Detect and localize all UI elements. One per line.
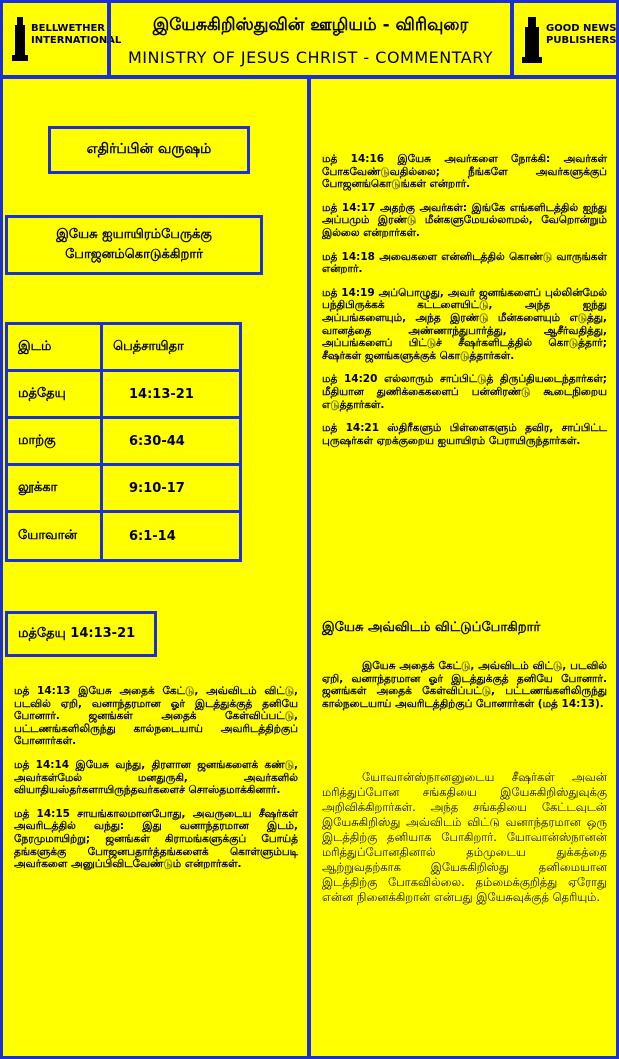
verse: மத் 14:17 அதற்கு அவர்கள்: இங்கே எங்களிடத்தில் ஐந்து அப்பமும் இரண்டு மீன்களுமேயல்லாமல், வேறொன்றும் இல்லை என்றார்கள். — [322, 201, 607, 239]
verse: மத் 14:14 இயேசு வந்து, திரளான ஜனங்களைக் கண்டு, அவர்கள்மேல் மனதுருகி, அவர்களில் வியாதியஸ்தர்களாயிருந்தவர்களைச் சொஸ்தமாக்கினார். — [14, 758, 298, 797]
english-title: MINISTRY OF JESUS CHRIST - COMMENTARY — [127, 48, 494, 67]
verse: மத் 14:19 அப்பொழுது, அவர் ஜனங்களைப் புல்லின்மேல் பந்திபிருக்கக் கட்டளையிட்டு, அந்த ஐந்து அப்பங்களையும், அந்த இரண்டு மீன்களையும் எடுத்து, வானத்தை அண்ணாந்துபார்த்து, ஆசீர்வதித்து, அப்பங்களைப் பிட்டுச் சீஷர்களிடத்தில் கொடுத்தார்; சீஷர்கள் ஜனங்களுக்குக் கொடுத்தார்கள். — [322, 286, 607, 362]
table-row-book: மாற்கு — [5, 416, 103, 466]
verse: மத் 14:13 இயேசு அதைக் கேட்டு, அவ்விடம் விட்டு, படவில் ஏறி, வனாந்தரமான ஓர் இடத்துக்குத் தனியே போனார். ஜனங்கள் அதைக் கேள்விப்பட்டு, பட்டணங்களிலிருந்து கால்நடையாய் அவரிடத்திற்குப் போனார்கள். — [14, 685, 298, 748]
commentary-paragraph-2: யோவான்ஸ்நானனுடைய சீஷர்கள் அவன் மரித்துப்போன சங்கதியை இயேசுகிறிஸ்துவுக்கு அறிவிக்கிறார்கள். அந்த சங்கதியை கேட்டவுடன் இயேசுகிறிஸ்து அவ்விடம் விட்டு வனாந்தரமான ஒரு இடத்திற்கு தனியாக போகிறார். யோவான்ஸ்நானன் மரித்துப்போனதினால் தம்முடைய துக்கத்தை ஆற்றுவதற்காக இயேசுகிறிஸ்து தனிமையான இடத்திற்கு போகவில்லை. தம்மைக்குறித்து ஏரோது என்ன நினைக்கிறான் என்பது இயேசுவுக்குத் தெரியும். — [322, 770, 607, 904]
verse: மத் 14:21 ஸ்திரீகளும் பிள்ளைகளும் தவிர, சாப்பிட்ட புருஷர்கள் ஏறக்குறைய ஐயாயிரம் பேராயிருந்தார்கள். — [322, 422, 607, 447]
table-row-book: மத்தேயு — [5, 369, 103, 419]
left-logo-text: BELLWETHER INTERNATIONAL — [31, 23, 122, 46]
table-header-place: இடம் — [5, 322, 103, 372]
table-row-book: யோவான் — [5, 510, 103, 562]
section-title: எதிர்ப்பின் வருஷம் — [48, 126, 250, 174]
table-row-book: லூக்கா — [5, 463, 103, 513]
tamil-title: இயேசுகிறிஸ்துவின் ஊழியம் - விரிவுரை — [152, 15, 469, 35]
verse: மத் 14:20 எல்லாரும் சாப்பிட்டுத் திருப்தியடைந்தார்கள்; மீதியான துணிக்கைகளைப் பன்னிரண்டு கூடைநிறைய எடுத்தார்கள். — [322, 373, 607, 411]
reference-box: மத்தேயு 14:13-21 — [5, 611, 157, 657]
commentary-paragraph-1: இயேசு அதைக் கேட்டு, அவ்விடம் விட்டு, படவில் ஏறி, வனாந்தரமான ஓர் இடத்துக்குத் தனியே போனார். ஜனங்கள் அதைக் கேள்விப்பட்டு, பட்டணங்களிலிருந்து கால்நடையாய் அவரிடத்திற்குப் போனார்கள் (மத் 14:13). — [322, 660, 607, 710]
subtitle: இயேசு ஐயாயிரம்பேருக்கு போஜனம்கொடுக்கிறார் — [5, 215, 263, 275]
bell-tower-icon — [11, 17, 29, 61]
section-heading: இயேசு அவ்விடம் விட்டுப்போகிறார் — [322, 620, 541, 635]
right-logo-text: GOOD NEWS PUBLISHERS — [546, 23, 617, 46]
table-row-ref: 14:13-21 — [100, 369, 242, 419]
good-news-logo — [511, 0, 619, 78]
right-verses — [322, 153, 607, 458]
verse: மத் 14:16 இயேசு அவர்களை நோக்கி: அவர்கள் போகவேண்டுவதில்லை; நீங்களே அவர்களுக்குப் போஜனங்கொடுங்கள் என்றார். — [322, 153, 607, 191]
table-row-ref: 6:1-14 — [100, 510, 242, 562]
table-header-location: பெத்சாயிதா — [100, 322, 242, 372]
table-row-ref: 9:10-17 — [100, 463, 242, 513]
book-stack-icon — [522, 17, 542, 63]
bellwether-logo — [0, 0, 122, 78]
verse: மத் 14:15 சாயங்காலமானபோது, அவருடைய சீஷர்கள் அவரிடத்தில் வந்து: இது வனாந்தரமான இடம், நேரமுமாயிற்று; ஜனங்கள் கிராமங்களுக்குப் போய்த் தங்களுக்கு போஜனபதார்த்தங்களைக் கொள்ளும்படி அவர்களை அனுப்பிவிடவேண்டும் என்றார்கள். — [14, 807, 298, 871]
page-header — [108, 0, 513, 78]
verse: மத் 14:18 அவைகளை என்னிடத்தில் கொண்டு வாருங்கள் என்றார். — [322, 250, 607, 276]
table-row-ref: 6:30-44 — [100, 416, 242, 466]
left-verses — [14, 685, 298, 882]
